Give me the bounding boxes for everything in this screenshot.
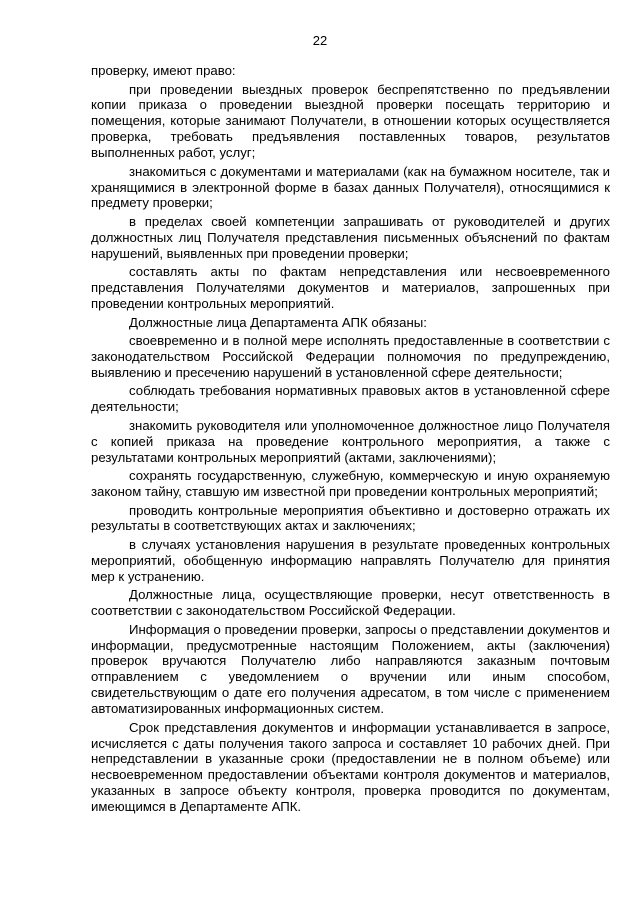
paragraph-delivery-of-information: Информация о проведении проверки, запросы о представлении документов и информации, предусмотренные настоящим Положением, акты (заключения) проверок вручаются Получателю либо направляются заказным почтовым отправлением с уведомлением о вручении или иным способом, свидетельствующим о дате его получения адресатом, в том числе с применением автоматизированных информационных систем. [91, 621, 610, 717]
paragraph-duty-inform: знакомить руководителя или уполномоченное должностное лицо Получателя с копией приказа на проведение контрольного мероприятия, а также с результатами контрольных мероприятий (актами, заключениями); [91, 417, 610, 465]
paragraph-right-draw-acts: составлять акты по фактам непредставления или несвоевременного представления Получателями документов и материалов, запрошенных при проведении контрольных мероприятий. [91, 264, 610, 312]
paragraph-duty-report-violations: в случаях установления нарушения в результате проведенных контрольных мероприятий, обобщенную информацию направлять Получателю для принятия мер к устранению. [91, 536, 610, 584]
paragraph-duty-secrecy: сохранять государственную, служебную, коммерческую и иную охраняемую законом тайну, ставшую им известной при проведении контрольных мероприятий; [91, 468, 610, 499]
paragraph-right-review-documents: знакомиться с документами и материалами (как на бумажном носителе, так и хранящимися в электронной форме в базах данных Получателя), относящимися к предмету проверки; [91, 163, 610, 211]
paragraph-submission-deadline: Срок представления документов и информации устанавливается в запросе, исчисляется с даты получения такого запроса и составляет 10 рабочих дней. При непредставлении в указанные сроки (предоставлении не в полном объеме) или несвоевременном предоставлении объектами контроля документов и материалов, указанных в запросе объекту контроля, проверка проводится по документам, имеющимся в Департаменте АПК. [91, 719, 610, 815]
paragraph-right-access: при проведении выездных проверок беспрепятственно по предъявлении копии приказа о проведении выездной проверки посещать территорию и помещения, которые занимают Получатели, в отношении которых осуществляется проверка, требовать предъявления поставленных товаров, результатов выполненных работ, услуг; [91, 81, 610, 161]
page-number: 22 [312, 33, 328, 48]
paragraph-duty-exercise-powers: своевременно и в полной мере исполнять предоставленные в соответствии с законодательством Российской Федерации полномочия по предупреждению, выявлению и пресечению нарушений в установленной сфере деятельности; [91, 333, 610, 380]
document-body [91, 63, 610, 818]
paragraph-duty-objectivity: проводить контрольные мероприятия объективно и достоверно отражать их результаты в соответствующих актах и заключениях; [91, 502, 610, 534]
paragraph-intro: проверку, имеют право: [91, 63, 236, 78]
paragraph-obligations-heading: Должностные лица Департамента АПК обязаны: [129, 314, 427, 330]
paragraph-right-request-explanations: в пределах своей компетенции запрашивать от руководителей и других должностных лиц Получателя представления письменных объяснений по фактам нарушений, выявленных при проведении проверки; [91, 213, 610, 261]
paragraph-duty-comply: соблюдать требования нормативных правовых актов в установленной сфере деятельности; [91, 383, 610, 415]
paragraph-responsibility: Должностные лица, осуществляющие проверки, несут ответственность в соответствии с законодательством Российской Федерации. [91, 587, 610, 619]
